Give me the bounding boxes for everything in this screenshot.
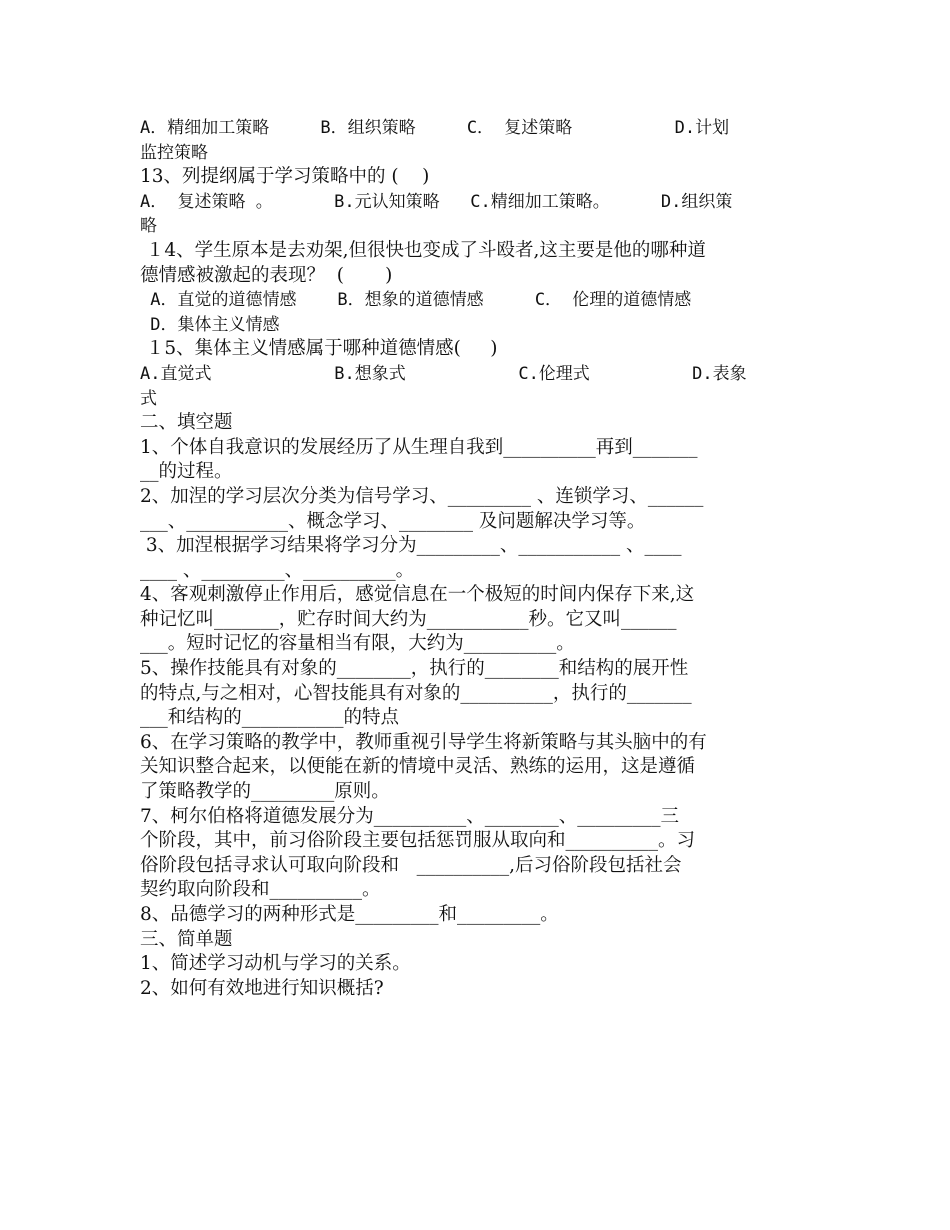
fill-q3-line1: 3、加涅根据学习结果将学习分为_________、___________ 、____ xyxy=(140,535,682,557)
q13-options-line: A． 复述策略 。 B.元认知策略 C.精细加工策略。 D.组织策 xyxy=(140,191,733,212)
short-q1: 1、简述学习动机与学习的关系。 xyxy=(140,953,411,975)
fill-q6-line2: 关知识整合起来，以便能在新的情境中灵活、熟练的运用，这是遵循 xyxy=(140,756,696,778)
fill-q5-line3: ___和结构的___________的特点 xyxy=(140,707,400,729)
q14-options-line: A．直觉的道德情感 B．想象的道德情感 C． 伦理的道德情感 xyxy=(140,290,692,311)
q15-question: １5、集体主义情感属于哪种道德情感( ) xyxy=(140,338,498,360)
q15-options-wrap: 式 xyxy=(140,388,157,409)
q15-options-line: A.直觉式 B.想象式 C.伦理式 D.表象 xyxy=(140,363,747,384)
fill-q7-line2: 个阶段，其中，前习俗阶段主要包括惩罚服从取向和__________。习 xyxy=(140,830,696,852)
fill-q2-line2: ___、___________、概念学习、________ 及问题解决学习等。 xyxy=(140,510,646,532)
fill-q7-line4: 契约取向阶段和__________。 xyxy=(140,879,381,901)
section-heading-short-answer: 三、简单题 xyxy=(140,928,233,950)
fill-q7-line3: 俗阶段包括寻求认可取向阶段和 __________,后习俗阶段包括社会 xyxy=(140,854,682,876)
fill-q6-line3: 了策略教学的_________原则。 xyxy=(140,781,390,803)
q14-question-line1: １4、学生原本是去劝架,但很快也变成了斗殴者,这主要是他的哪种道 xyxy=(140,239,706,261)
fill-q3-line2: ____ 、_________、__________。 xyxy=(140,559,415,581)
fill-q7-line1: 7、柯尔伯格将道德发展分为__________、________、_________三 xyxy=(140,805,680,827)
q14-question-line2: 德情感被激起的表现？ ( ) xyxy=(140,264,393,286)
section-heading-fill-in: 二、填空题 xyxy=(140,412,233,434)
fill-q6-line1: 6、在学习策略的教学中，教师重视引导学生将新策略与其头脑中的有 xyxy=(140,731,707,753)
fill-q5-line1: 5、操作技能具有对象的________，执行的________和结构的展开性 xyxy=(140,658,689,680)
fill-q4-line1: 4、客观刺激停止作用后，感觉信息在一个极短的时间内保存下来,这 xyxy=(140,584,695,606)
q12-options-wrap: 监控策略 xyxy=(140,142,208,163)
fill-q1-line2: __的过程。 xyxy=(140,461,233,483)
fill-q2-line1: 2、加涅的学习层次分类为信号学习、_________ 、连锁学习、______ xyxy=(140,485,704,507)
fill-q5-line2: 的特点,与之相对，心智技能具有对象的__________，执行的_______ xyxy=(140,682,692,704)
q13-options-wrap: 略 xyxy=(140,216,157,237)
q14-options-wrap: D．集体主义情感 xyxy=(140,314,280,335)
short-q2: 2、如何有效地进行知识概括? xyxy=(140,977,384,999)
q13-question: 13、列提纲属于学习策略中的 ( ) xyxy=(140,166,430,188)
fill-q4-line2: 种记忆叫_______，贮存时间大约为___________秒。它又叫______ xyxy=(140,608,677,630)
fill-q8-line1: 8、品德学习的两种形式是_________和_________。 xyxy=(140,904,559,925)
q12-options-line: A．精细加工策略 B．组织策略 C． 复述策略 D.计划 xyxy=(140,118,730,138)
fill-q1-line1: 1、个体自我意识的发展经历了从生理自我到__________再到_______ xyxy=(140,436,698,458)
fill-q4-line3: ___。短时记忆的容量相当有限，大约为__________。 xyxy=(140,633,575,655)
document-page xyxy=(140,116,810,1001)
